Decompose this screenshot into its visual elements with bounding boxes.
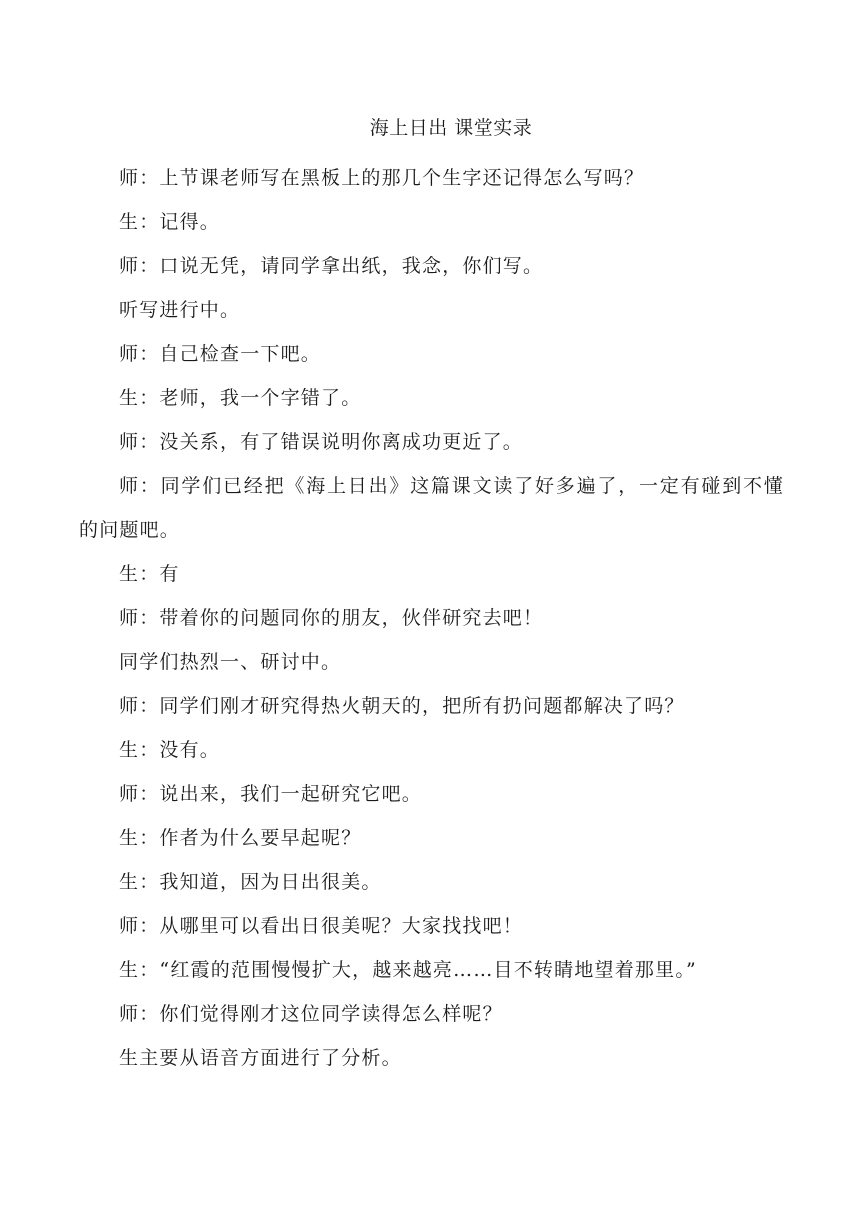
paragraph: 师：从哪里可以看出日很美呢？大家找找吧！ [119, 915, 524, 937]
paragraph: 师：上节课老师写在黑板上的那几个生字还记得怎么写吗？ [119, 167, 645, 189]
paragraph: 生：记得。 [119, 211, 221, 233]
paragraph: 师：自己检查一下吧。 [119, 343, 322, 365]
paragraph: 师：没关系，有了错误说明你离成功更近了。 [119, 431, 524, 453]
paragraph: 师：同学们刚才研究得热火朝天的，把所有扔问题都解决了吗？ [119, 695, 685, 717]
paragraph: 师：同学们已经把《海上日出》这篇课文读了好多遍了，一定有碰到不懂的问题吧。 [79, 475, 784, 541]
paragraph: 生：有 [119, 563, 180, 585]
paragraph: 师：带着你的问题同你的朋友，伙伴研究去吧！ [119, 607, 544, 629]
paragraph: 生：“红霞的范围慢慢扩大，越来越亮……目不转睛地望着那里。” [119, 959, 697, 981]
paragraph: 师：说出来，我们一起研究它吧。 [119, 783, 423, 805]
paragraph: 同学们热烈一、研讨中。 [119, 651, 342, 673]
paragraph: 生：我知道，因为日出很美。 [119, 871, 382, 893]
paragraph: 生：作者为什么要早起呢？ [119, 827, 362, 849]
paragraph: 师：口说无凭，请同学拿出纸，我念，你们写。 [119, 255, 544, 277]
document-body [79, 156, 784, 1080]
paragraph: 生：没有。 [119, 739, 221, 761]
paragraph: 师：你们觉得刚才这位同学读得怎么样呢？ [119, 1003, 503, 1025]
paragraph: 听写进行中。 [119, 299, 241, 321]
paragraph: 生主要从语音方面进行了分析。 [119, 1047, 402, 1069]
document-title: 海上日出 课堂实录 [369, 117, 533, 139]
paragraph: 生：老师，我一个字错了。 [119, 387, 362, 409]
